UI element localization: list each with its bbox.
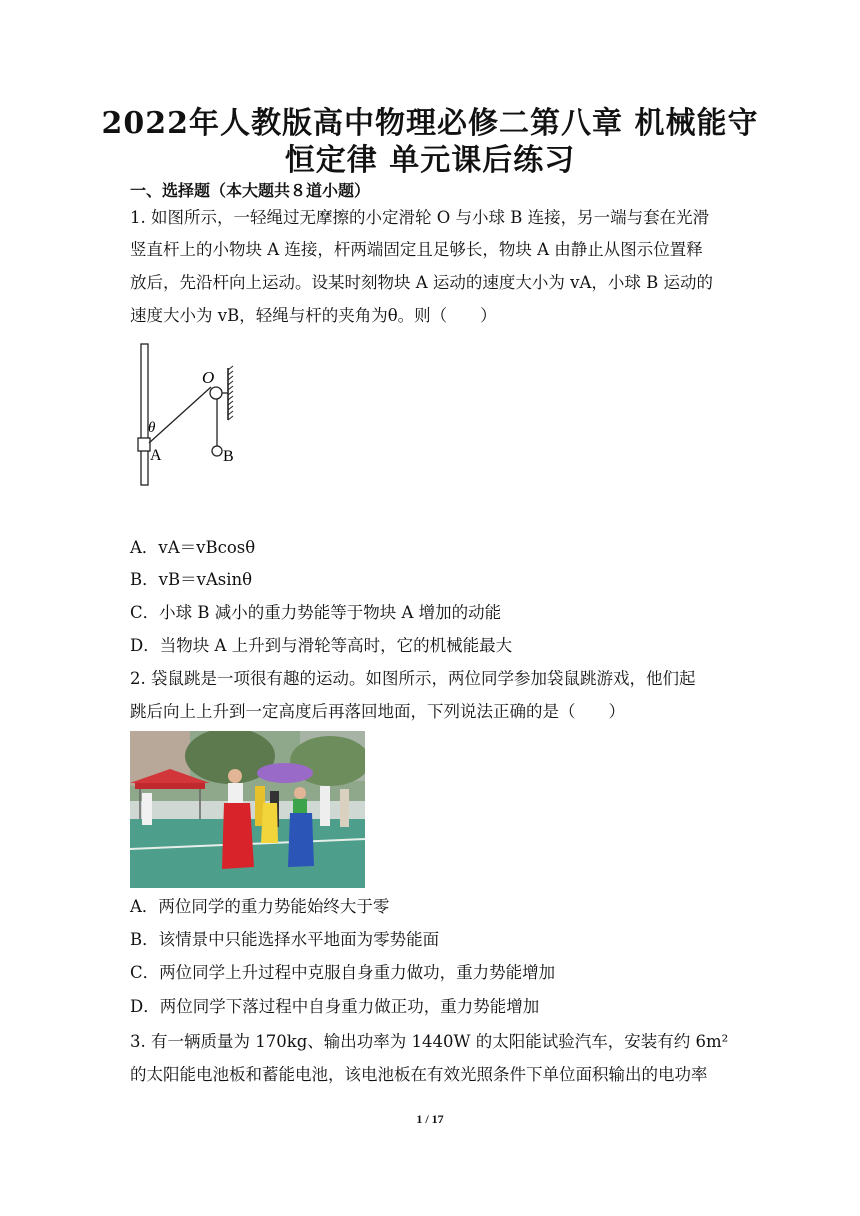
q2-option-d: D．两位同学下落过程中自身重力做正功，重力势能增加 — [130, 997, 540, 1016]
q1-option-b: B．vB＝vAsinθ — [130, 570, 253, 589]
document-title-line-2: 恒定律 单元课后练习 — [284, 143, 576, 178]
q1-text-line-2: 竖直杆上的小物块 A 连接，杆两端固定且足够长，物块 A 由静止从图示位置释 — [130, 240, 703, 259]
label-a: A — [150, 447, 162, 464]
q2-text-line-2: 跳后向上上升到一定高度后再落回地面，下列说法正确的是（ ） — [130, 702, 625, 721]
q1-text-line-1: 1. 如图所示，一轻绳过无摩擦的小定滑轮 O 与小球 B 连接，另一端与套在光滑 — [130, 208, 710, 227]
q3-text-line-2: 的太阳能电池板和蓄能电池，该电池板在有效光照条件下单位面积输出的电功率 — [130, 1065, 708, 1084]
document-title-line-1: 2022年人教版高中物理必修二第八章 机械能守 — [101, 106, 759, 141]
q2-option-b: B．该情景中只能选择水平地面为零势能面 — [130, 930, 440, 949]
vertical-rod — [141, 344, 148, 485]
label-b: B — [223, 448, 234, 465]
q2-text-line-1: 2. 袋鼠跳是一项很有趣的运动。如图所示，两位同学参加袋鼠跳游戏，他们起 — [130, 669, 696, 688]
label-o: O — [202, 368, 215, 387]
q1-option-c: C．小球 B 减小的重力势能等于物块 A 增加的动能 — [130, 603, 502, 622]
q1-option-a: A．vA＝vBcosθ — [130, 538, 256, 557]
q3-text-line-1: 3. 有一辆质量为 170kg、输出功率为 1440W 的太阳能试验汽车，安装有约 6m² — [130, 1032, 729, 1051]
sack-race-photo — [130, 731, 365, 888]
ball-b — [212, 446, 222, 456]
block-a — [138, 438, 150, 451]
q1-text-line-3: 放后，先沿杆向上运动。设某时刻物块 A 运动的速度大小为 vA，小球 B 运动的 — [130, 273, 714, 292]
q2-option-a: A．两位同学的重力势能始终大于零 — [130, 897, 390, 916]
label-theta: θ — [148, 420, 156, 436]
q2-option-c: C．两位同学上升过程中克服自身重力做功，重力势能增加 — [130, 963, 556, 982]
q1-option-d: D．当物块 A 上升到与滑轮等高时，它的机械能最大 — [130, 636, 513, 655]
section-heading: 一、选择题（本大题共８道小题） — [130, 181, 371, 200]
rope-segment-a — [149, 387, 211, 443]
pulley — [210, 387, 222, 399]
pulley-diagram — [128, 340, 248, 490]
q1-text-line-4: 速度大小为 vB，轻绳与杆的夹角为θ。则（ ） — [130, 306, 497, 325]
page-number: 1 / 17 — [416, 1112, 444, 1126]
